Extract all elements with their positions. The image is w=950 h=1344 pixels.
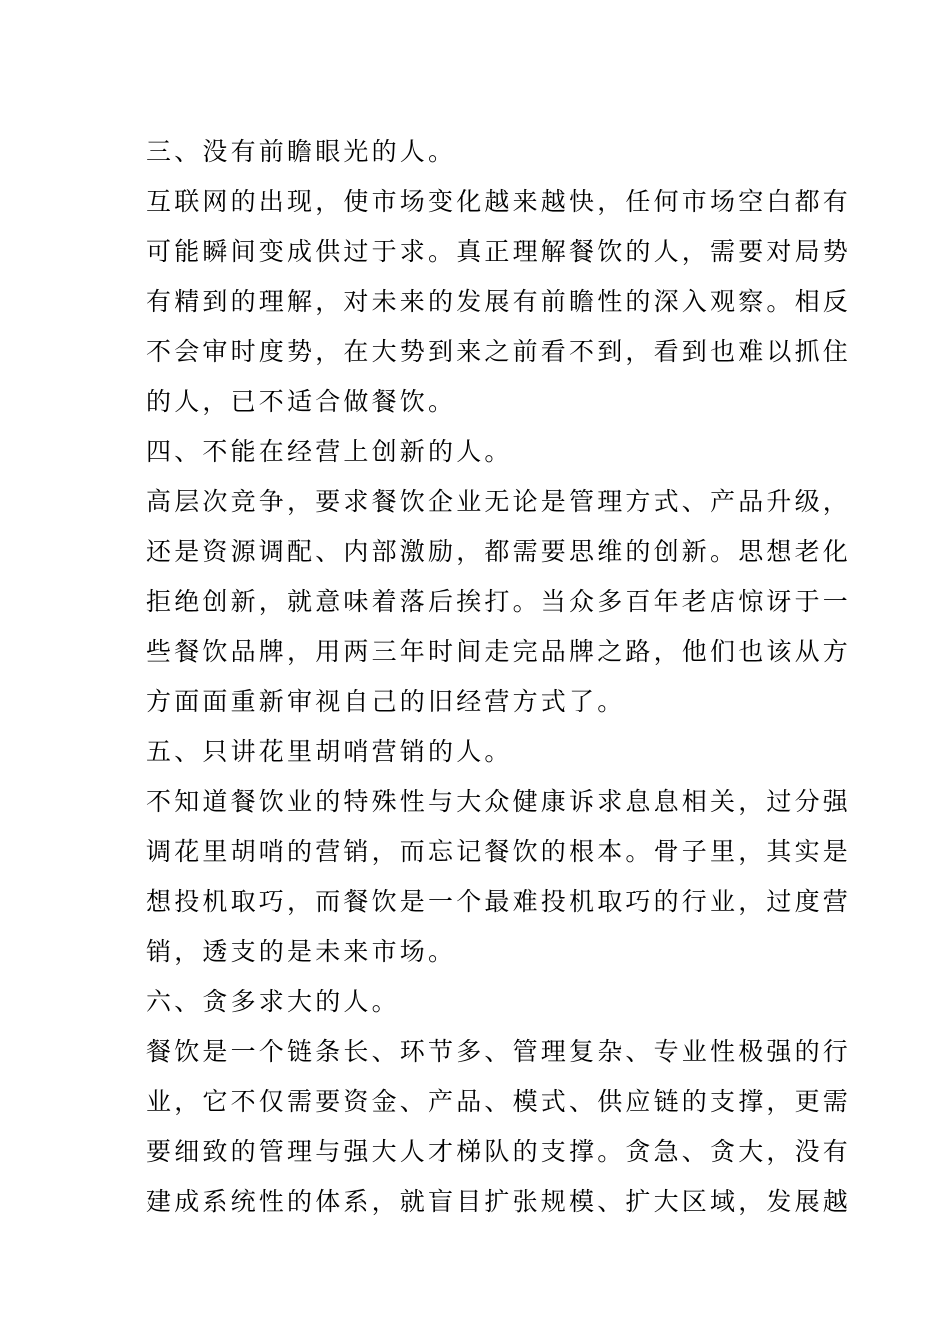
paragraph-line: 方面面重新审视自己的旧经营方式了。	[146, 687, 626, 716]
paragraph-line: 想投机取巧，而餐饮是一个最难投机取巧的行业，过度营	[146, 887, 852, 916]
paragraph-line: 的人，已不适合做餐饮。	[146, 387, 457, 416]
paragraph-line: 还是资源调配、内部激励，都需要思维的创新。思想老化	[146, 537, 852, 566]
paragraph-line: 可能瞬间变成供过于求。真正理解餐饮的人，需要对局势	[146, 237, 852, 266]
heading-5: 五、只讲花里胡哨营销的人。	[146, 737, 513, 766]
document-body	[146, 127, 852, 1227]
paragraph-line: 不会审时度势，在大势到来之前看不到，看到也难以抓住	[146, 337, 852, 366]
paragraph-line: 些餐饮品牌，用两三年时间走完品牌之路，他们也该从方	[146, 637, 852, 666]
paragraph-line: 要细致的管理与强大人才梯队的支撑。贪急、贪大，没有	[146, 1137, 852, 1166]
paragraph-line: 业，它不仅需要资金、产品、模式、供应链的支撑，更需	[146, 1087, 852, 1116]
paragraph-line: 有精到的理解，对未来的发展有前瞻性的深入观察。相反	[146, 287, 852, 316]
paragraph-line: 餐饮是一个链条长、环节多、管理复杂、专业性极强的行	[146, 1037, 852, 1066]
paragraph-line: 调花里胡哨的营销，而忘记餐饮的根本。骨子里，其实是	[146, 837, 852, 866]
paragraph-line: 销，透支的是未来市场。	[146, 937, 457, 966]
heading-6: 六、贪多求大的人。	[146, 987, 400, 1016]
heading-4: 四、不能在经营上创新的人。	[146, 437, 513, 466]
heading-3: 三、没有前瞻眼光的人。	[146, 137, 457, 166]
paragraph-line: 拒绝创新，就意味着落后挨打。当众多百年老店惊讶于一	[146, 587, 852, 616]
paragraph-line: 建成系统性的体系，就盲目扩张规模、扩大区域，发展越	[146, 1187, 852, 1216]
paragraph-line: 不知道餐饮业的特殊性与大众健康诉求息息相关，过分强	[146, 787, 852, 816]
paragraph-line: 互联网的出现，使市场变化越来越快，任何市场空白都有	[146, 187, 852, 216]
paragraph-line: 高层次竞争，要求餐饮企业无论是管理方式、产品升级，	[146, 487, 852, 516]
